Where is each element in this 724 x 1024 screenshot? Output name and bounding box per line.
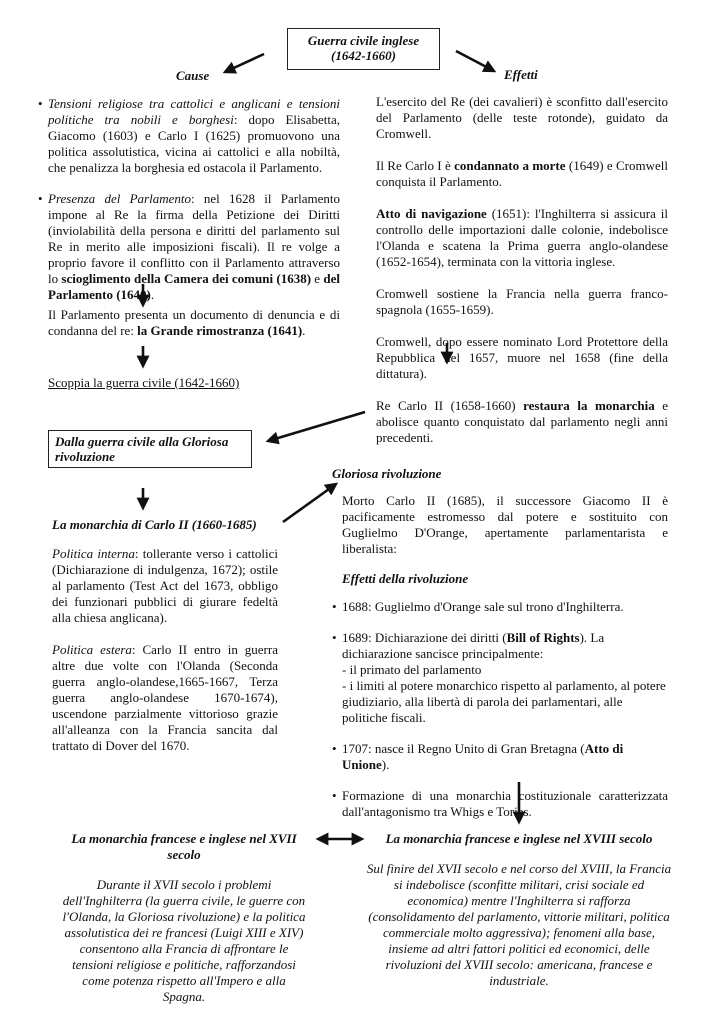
carlo2-heading: La monarchia di Carlo II (1660-1685) xyxy=(52,517,257,532)
effetti-heading: Effetti xyxy=(504,67,538,82)
transition-box: Dalla guerra civile alla Gloriosa rivoluzione xyxy=(48,430,252,468)
title-box xyxy=(287,28,440,70)
effetti-p1: L'esercito del Re (dei cavalieri) è sconfitto dall'esercito del Parlamento (delle teste rotonde), guidato da Cromwell. xyxy=(376,94,668,141)
effetti-p3: Atto di navigazione (1651): l'Inghilterra si assicura il controllo delle importazioni dalle colonie, indebolisce l'Olanda e scatena la Prima guerra anglo-olandese (1652-1654), terminata con la vittoria inglese. xyxy=(376,206,668,269)
cause-heading: Cause xyxy=(176,68,210,83)
effetti-p2: Il Re Carlo I è condannato a morte (1649) e Cromwell conquista il Parlamento. xyxy=(376,158,668,189)
xvii-section xyxy=(60,831,308,1005)
xvii-heading: La monarchia francese e inglese nel XVII secolo xyxy=(71,831,297,862)
gloriosa-intro: Morto Carlo II (1685), il successore Giacomo II è pacificamente estromesso dal potere e sostituito con Guglielmo D'Orange, apertamente parlamentarista e liberalista: xyxy=(342,493,668,556)
arrow-to-cause xyxy=(225,54,264,72)
title-line2: (1642-1660) xyxy=(331,48,396,63)
gloriosa-bullet-formazione: • Formazione di una monarchia costituzionale caratterizzata dall'antagonismo tra Whigs e Tories. xyxy=(332,788,668,820)
carlo2-column xyxy=(52,517,278,754)
carlo2-estera: Politica estera: Carlo II entro in guerra altre due volte con l'Olanda (Seconda guerra anglo-olandese,1665-1667, Terza guerra anglo-olandese 1670-1674), uscendone parzialmente vittorioso grazie all'alleanza con la Francia sancita dal trattato di Dover del 1670. xyxy=(52,642,278,753)
scoppia-text: Scoppia la guerra civile (1642-1660) xyxy=(48,375,240,390)
arrow-to-effetti xyxy=(456,51,494,71)
effetti-p4: Cromwell sostiene la Francia nella guerra franco-spagnola (1655-1659). xyxy=(376,286,668,317)
effetti-p6: Re Carlo II (1658-1660) restaura la monarchia e abolisce quanto conquistato dal parlamento negli anni precedenti. xyxy=(376,398,669,445)
carlo2-interna: Politica interna: tollerante verso i cattolici (Dichiarazione di indulgenza, 1672); ostile al parlamento (Test Act del 1673, obbligo dei funzionari pubblici di giurare fedeltà alla chiesa anglicana). xyxy=(52,546,278,625)
cause-bullet-parlamento: • Presenza del Parlamento: nel 1628 il Parlamento impone al Re la firma della Petizione dei Diritti (inviolabilità della persona e diritti del parlamento sul Re in merito alle imposizioni fiscali). Il re volge a proprio favore il conflitto con il Parlamento attraverso lo scioglimento della Camera dei comuni (1638) e del Parlamento (1640). xyxy=(38,191,340,303)
arrow-to-box2 xyxy=(268,412,365,441)
gloriosa-bullet-1688: • 1688: Guglielmo d'Orange sale sul trono d'Inghilterra. xyxy=(332,599,668,615)
gloriosa-column xyxy=(332,466,668,820)
title-line1: Guerra civile inglese xyxy=(307,33,420,48)
arrow-to-gloriosa xyxy=(283,484,336,522)
xviii-text: Sul finire del XVII secolo e nel corso del XVIII, la Francia si indebolisce (sconfitte militari, crisi sociale ed economica) mentre l'Inghilterra si rafforza (consolidamento del parlamento, vittorie militari, politica commerciale molto aggressiva); fenomeni alla base, insieme ad altri fattori politici ed economici, delle rivoluzioni del XVIII secolo: americana, francese e industriale. xyxy=(366,861,672,988)
gloriosa-heading: Gloriosa rivoluzione xyxy=(332,466,442,481)
effetti-p5: Cromwell, dopo essere nominato Lord Protettore della Repubblica nel 1657, muore nel 1658 (fine della dittatura). xyxy=(376,334,668,381)
xviii-heading: La monarchia francese e inglese nel XVIII secolo xyxy=(385,831,653,846)
gloriosa-bullet-1689: • 1689: Dichiarazione dei diritti (Bill of Rights). La dichiarazione sancisce principalmente: - il primato del parlamento - i limiti al potere monarchico rispetto al parlamento, al potere giudiziario, alla libertà di parola dei parlamentari, alle politiche fiscali. xyxy=(332,630,668,726)
xviii-section xyxy=(366,831,672,989)
rimostranza-text: Il Parlamento presenta un documento di denuncia e di condanna del re: la Grande rimostranza (1641). xyxy=(48,307,340,338)
gloriosa-bullet-1707: • 1707: nasce il Regno Unito di Gran Bretagna (Atto di Unione). xyxy=(332,741,668,773)
effetti-rivoluzione-heading: Effetti della rivoluzione xyxy=(342,571,469,586)
cause-column xyxy=(38,96,340,303)
effetti-column xyxy=(376,94,668,446)
cause-bullet-religiose: • Tensioni religiose tra cattolici e anglicani e tensioni politiche tra nobili e borghesi: dopo Elisabetta, Giacomo (1603) e Carlo I (1625) promuovono una politica assolutistica, vicina ai cattolici e alla nobiltà, che penalizza la borghesia ed ostacola il Parlamento. xyxy=(38,96,340,176)
xvii-text: Durante il XVII secolo i problemi dell'Inghilterra (la guerra civile, le guerre con l'Olanda, la Gloriosa rivoluzione) e la politica assolutistica dei re francesi (Luigi XIII e XIV) consentono alla Francia di affrontare le tensioni religiose e politiche, rafforzandosi come potenza rispetto all'Impero e alla Spagna. xyxy=(62,877,306,1004)
